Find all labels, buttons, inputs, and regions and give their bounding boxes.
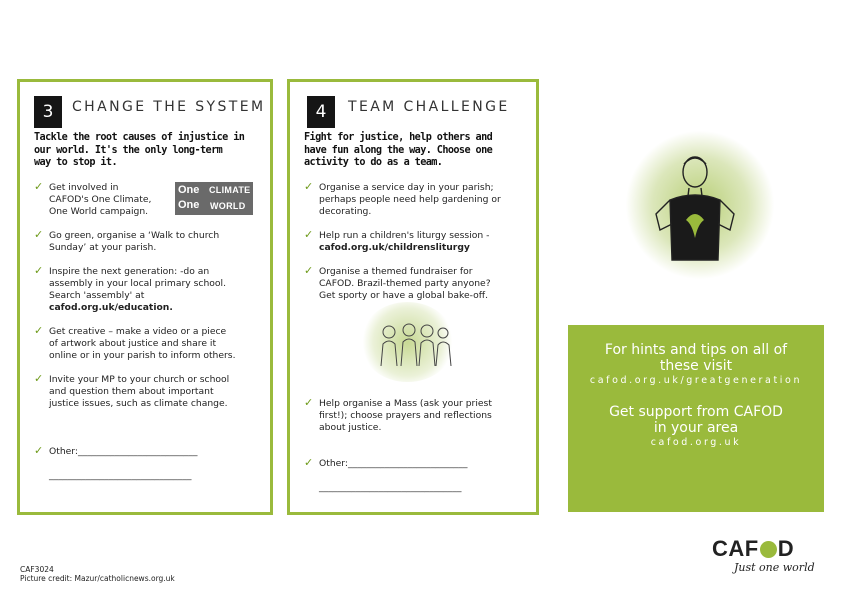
list-item: ✓ Get involved in CAFOD's One Climate, One World campaign. xyxy=(34,180,152,217)
section-number-3: 3 xyxy=(34,96,62,128)
list-item: ✓ Invite your MP to your church or school and question them about important justice issues, such as climate change. xyxy=(34,372,230,409)
tick-icon: ✓ xyxy=(34,228,44,241)
tick-icon: ✓ xyxy=(304,228,314,241)
tick-icon: ✓ xyxy=(304,396,314,409)
list-item: ✓ Inspire the next generation: -do an assembly in your local primary school. Search 'assembly' at cafod.org.uk/education. xyxy=(34,264,227,313)
other-blank-line[interactable]: _______________________________ xyxy=(49,470,192,481)
tick-icon: ✓ xyxy=(34,444,44,457)
young-person-illustration xyxy=(648,150,743,265)
section-intro-4: Fight for justice, help others and have fun along the way. Choose one activity to do as a team. xyxy=(304,132,493,168)
one-climate-one-world-logo: One CLIMATE One WORLD xyxy=(175,182,253,215)
picture-credit: Picture credit: Mazur/catholicnews.org.uk xyxy=(20,574,175,583)
card-change-the-system xyxy=(17,79,273,515)
cafod-link[interactable]: cafod.org.uk xyxy=(650,437,742,448)
section-title-3: CHANGE THE SYSTEM xyxy=(72,99,266,115)
list-item: ✓ Organise a themed fundraiser for CAFOD. Brazil-themed party anyone? Get sporty or have a global bake-off. xyxy=(304,264,491,301)
tick-icon: ✓ xyxy=(34,372,44,385)
hints-heading: For hints and tips on all of these visit xyxy=(604,342,788,374)
cafod-tagline: Just one world xyxy=(734,561,815,574)
tick-icon: ✓ xyxy=(304,264,314,277)
document-code: CAF3024 xyxy=(20,565,54,574)
other-blank-line[interactable]: _______________________________ xyxy=(319,482,462,493)
support-heading: Get support from CAFOD in your area xyxy=(609,404,783,436)
great-generation-link[interactable]: cafod.org.uk/greatgeneration xyxy=(589,375,803,386)
support-info-box xyxy=(568,325,824,512)
footer xyxy=(20,565,175,583)
tick-icon: ✓ xyxy=(34,180,44,193)
list-item: ✓ Help run a children's liturgy session - cafod.org.uk/childrensliturgy xyxy=(304,228,490,253)
section-title-4: TEAM CHALLENGE xyxy=(348,99,510,115)
team-group-illustration xyxy=(375,318,455,368)
list-item: ✓ Go green, organise a ‘Walk to church Sunday’ at your parish. xyxy=(34,228,220,253)
tick-icon: ✓ xyxy=(34,264,44,277)
tick-icon: ✓ xyxy=(34,324,44,337)
list-item: ✓ Organise a service day in your parish; perhaps people need help gardening or decorating. xyxy=(304,180,501,217)
card-team-challenge xyxy=(287,79,539,515)
tick-icon: ✓ xyxy=(304,180,314,193)
list-item-other[interactable]: ✓ Other:__________________________ xyxy=(34,444,198,457)
list-item: ✓ Help organise a Mass (ask your priest first!); choose prayers and reflections about justice. xyxy=(304,396,492,433)
globe-icon xyxy=(760,541,777,558)
list-item-other[interactable]: ✓ Other:__________________________ xyxy=(304,456,468,469)
tick-icon: ✓ xyxy=(304,456,314,469)
section-number-4: 4 xyxy=(307,96,335,128)
cafod-logo: CAF D Just one world xyxy=(712,536,815,574)
section-intro-3: Tackle the root causes of injustice in our world. It's the only long-term way to stop it. xyxy=(34,132,245,168)
list-item: ✓ Get creative – make a video or a piece of artwork about justice and share it online or in your parish to inform others. xyxy=(34,324,236,361)
